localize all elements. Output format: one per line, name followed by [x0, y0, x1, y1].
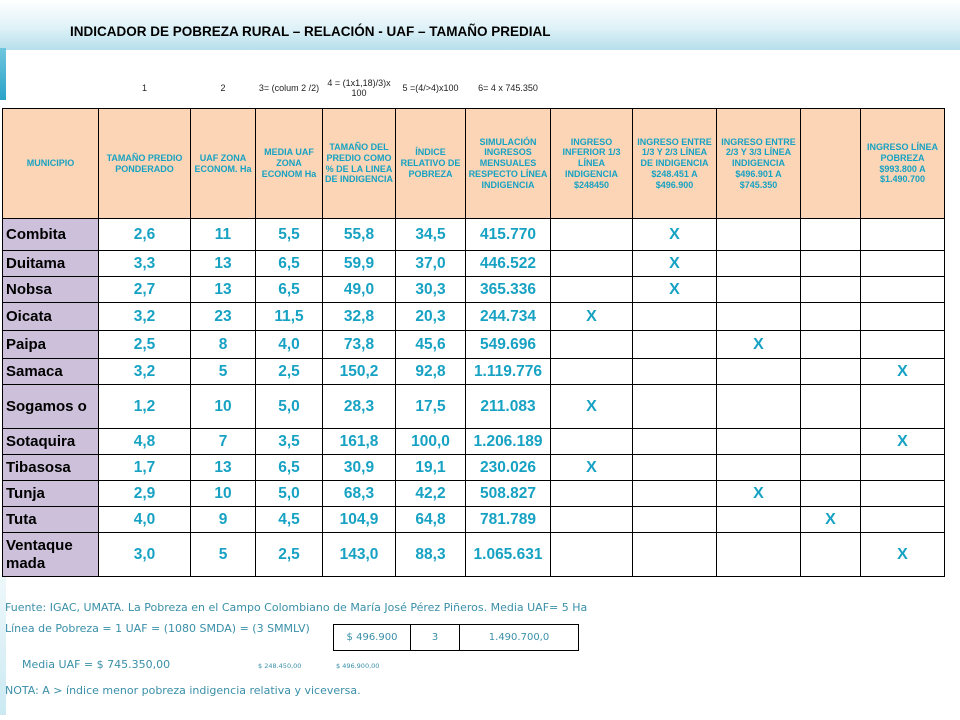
uaf-zona-cell: 9	[191, 507, 256, 533]
indice-cell: 64,8	[396, 507, 466, 533]
table-row	[3, 385, 945, 429]
colnum-cell: 1	[141, 82, 147, 93]
mark-cell	[861, 219, 945, 251]
mark-cell	[801, 455, 861, 481]
header-empty	[801, 109, 861, 219]
header-ingreso-pobreza: INGRESO LÍNEA POBREZA $993.800 A $1.490.700	[861, 109, 945, 219]
mark-cell	[633, 429, 717, 455]
nota: NOTA: A > índice menor pobreza indigencia relativa y viceversa.	[5, 684, 361, 697]
municipio-cell: Samaca	[3, 359, 99, 385]
mark-cell	[717, 277, 801, 303]
media-uaf-cell: 3,5	[256, 429, 323, 455]
mark-cell	[801, 533, 861, 577]
mark-cell	[861, 455, 945, 481]
mark-cell	[551, 331, 633, 359]
media-uaf-cell: 2,5	[256, 359, 323, 385]
summary-cell: 3	[411, 625, 460, 651]
media-uaf-cell: 6,5	[256, 251, 323, 277]
tamano-predio-cell: 3,2	[99, 303, 191, 331]
mark-cell	[861, 331, 945, 359]
table-row	[3, 303, 945, 331]
municipio-cell: Tuta	[3, 507, 99, 533]
media-uaf-cell: 6,5	[256, 277, 323, 303]
mark-cell: X	[551, 303, 633, 331]
municipio-cell: Nobsa	[3, 277, 99, 303]
tamano-predio-cell: 3,3	[99, 251, 191, 277]
mark-cell: X	[633, 251, 717, 277]
mark-cell	[633, 455, 717, 481]
simulacion-cell: 1.206.189	[466, 429, 551, 455]
simulacion-cell: 1.119.776	[466, 359, 551, 385]
summary-table	[333, 624, 579, 651]
simulacion-cell: 230.026	[466, 455, 551, 481]
table-row	[3, 533, 945, 577]
colnum-cell	[3, 68, 99, 109]
mark-cell	[551, 533, 633, 577]
media-uaf-cell: 4,0	[256, 331, 323, 359]
tamano-predio-cell: 4,8	[99, 429, 191, 455]
media-uaf-cell: 2,5	[256, 533, 323, 577]
colnum-cell	[717, 68, 801, 109]
mark-cell	[717, 533, 801, 577]
table-row	[3, 429, 945, 455]
header-tamano-predio: TAMAÑO PREDIO PONDERADO	[99, 109, 191, 219]
uaf-zona-cell: 11	[191, 219, 256, 251]
mark-cell	[717, 303, 801, 331]
tamano-pct-cell: 150,2	[323, 359, 396, 385]
simulacion-cell: 508.827	[466, 481, 551, 507]
mark-cell	[717, 219, 801, 251]
tamano-predio-cell: 1,7	[99, 455, 191, 481]
tamano-pct-cell: 49,0	[323, 277, 396, 303]
mark-cell	[801, 385, 861, 429]
tamano-pct-cell: 73,8	[323, 331, 396, 359]
media-uaf-cell: 5,0	[256, 385, 323, 429]
municipio-cell: Sotaquira	[3, 429, 99, 455]
mark-cell	[551, 219, 633, 251]
simulacion-cell: 781.789	[466, 507, 551, 533]
media-uaf-cell: 6,5	[256, 455, 323, 481]
mark-cell	[801, 219, 861, 251]
mark-cell	[861, 481, 945, 507]
mark-cell	[801, 481, 861, 507]
media-uaf-cell: 5,0	[256, 481, 323, 507]
table-row	[3, 507, 945, 533]
mark-cell: X	[633, 277, 717, 303]
indice-cell: 45,6	[396, 331, 466, 359]
mark-cell	[801, 429, 861, 455]
mark-cell	[861, 303, 945, 331]
mark-cell	[551, 359, 633, 385]
header-ingreso-2-3-3-3: INGRESO ENTRE 2/3 Y 3/3 LÍNEA INDIGENCIA $496.901 A $745.350	[717, 109, 801, 219]
media-uaf-cell: 5,5	[256, 219, 323, 251]
column-number-row	[3, 68, 945, 109]
mark-cell	[717, 359, 801, 385]
header-indice-relativo: ÍNDICE RELATIVO DE POBREZA	[396, 109, 466, 219]
simulacion-cell: 244.734	[466, 303, 551, 331]
header-ingreso-inferior: INGRESO INFERIOR 1/3 LÍNEA INDIGENCIA $248450	[551, 109, 633, 219]
uaf-zona-cell: 13	[191, 455, 256, 481]
indice-cell: 88,3	[396, 533, 466, 577]
mark-cell	[551, 429, 633, 455]
municipio-cell: Tibasosa	[3, 455, 99, 481]
mark-cell: X	[801, 507, 861, 533]
mark-cell: X	[861, 429, 945, 455]
uaf-zona-cell: 5	[191, 533, 256, 577]
municipio-cell: Duitama	[3, 251, 99, 277]
mark-cell	[551, 251, 633, 277]
tamano-predio-cell: 2,5	[99, 331, 191, 359]
poverty-line-note: Línea de Pobreza = 1 UAF = (1080 SMDA) = (3 SMMLV)	[5, 622, 310, 635]
uaf-zona-cell: 5	[191, 359, 256, 385]
header-ingreso-1-3-2-3: INGRESO ENTRE 1/3 Y 2/3 LÍNEA DE INDIGENCIA $248.451 A $496.900	[633, 109, 717, 219]
municipio-cell: Ventaque mada	[3, 533, 99, 577]
mark-cell	[717, 385, 801, 429]
mark-cell	[633, 303, 717, 331]
header-simulacion: SIMULACIÓN INGRESOS MENSUALES RESPECTO LÍNEA INDIGENCIA	[466, 109, 551, 219]
mark-cell: X	[633, 219, 717, 251]
mark-cell	[801, 359, 861, 385]
tamano-pct-cell: 68,3	[323, 481, 396, 507]
municipio-cell: Oicata	[3, 303, 99, 331]
mark-cell	[717, 507, 801, 533]
mark-cell	[551, 481, 633, 507]
tamano-pct-cell: 32,8	[323, 303, 396, 331]
mark-cell	[861, 385, 945, 429]
simulacion-cell: 1.065.631	[466, 533, 551, 577]
tamano-predio-cell: 4,0	[99, 507, 191, 533]
mark-cell	[801, 277, 861, 303]
simulacion-cell: 365.336	[466, 277, 551, 303]
media-uaf-cell: 11,5	[256, 303, 323, 331]
uaf-zona-cell: 7	[191, 429, 256, 455]
poverty-table	[2, 68, 945, 577]
tamano-predio-cell: 3,2	[99, 359, 191, 385]
indice-cell: 42,2	[396, 481, 466, 507]
source-note: Fuente: IGAC, UMATA. La Pobreza en el Campo Colombiano de María José Pérez Piñeros. Media UAF= 5 Ha	[5, 601, 588, 614]
mark-cell	[861, 251, 945, 277]
municipio-cell: Combita	[3, 219, 99, 251]
uaf-zona-cell: 10	[191, 385, 256, 429]
table-row	[3, 251, 945, 277]
table-row	[3, 331, 945, 359]
header-tamano-pct: TAMAÑO DEL PREDIO COMO % DE LA LINEA DE INDIGENCIA	[323, 109, 396, 219]
tamano-pct-cell: 30,9	[323, 455, 396, 481]
tamano-predio-cell: 2,6	[99, 219, 191, 251]
indice-cell: 100,0	[396, 429, 466, 455]
simulacion-cell: 549.696	[466, 331, 551, 359]
colnum-cell: 3= (colum 2 /2)	[258, 82, 320, 93]
table-row	[3, 481, 945, 507]
tamano-predio-cell: 2,7	[99, 277, 191, 303]
media-uaf-note: Media UAF = $ 745.350,00	[22, 658, 171, 671]
mark-cell	[801, 251, 861, 277]
colnum-cell: 4 = (1x1,18)/3)x 100	[327, 77, 391, 98]
mark-cell	[633, 507, 717, 533]
tamano-pct-cell: 143,0	[323, 533, 396, 577]
mark-cell: X	[551, 385, 633, 429]
tamano-pct-cell: 104,9	[323, 507, 396, 533]
indice-cell: 37,0	[396, 251, 466, 277]
header-municipio: MUNICIPIO	[3, 109, 99, 219]
mark-cell: X	[551, 455, 633, 481]
table-row	[3, 219, 945, 251]
mark-cell: X	[861, 533, 945, 577]
municipio-cell: Paipa	[3, 331, 99, 359]
tamano-predio-cell: 2,9	[99, 481, 191, 507]
tamano-pct-cell: 28,3	[323, 385, 396, 429]
mark-cell	[633, 359, 717, 385]
media-uaf-cell: 4,5	[256, 507, 323, 533]
mark-cell	[551, 507, 633, 533]
mark-cell	[633, 533, 717, 577]
simulacion-cell: 415.770	[466, 219, 551, 251]
colnum-cell	[861, 68, 945, 109]
municipio-cell: Tunja	[3, 481, 99, 507]
mark-cell	[801, 331, 861, 359]
municipio-cell: Sogamos o	[3, 385, 99, 429]
mark-cell	[633, 481, 717, 507]
simulacion-cell: 446.522	[466, 251, 551, 277]
table-row	[3, 359, 945, 385]
uaf-zona-cell: 23	[191, 303, 256, 331]
indice-cell: 19,1	[396, 455, 466, 481]
tamano-predio-cell: 1,2	[99, 385, 191, 429]
mark-cell: X	[861, 359, 945, 385]
uaf-zona-cell: 8	[191, 331, 256, 359]
indice-cell: 17,5	[396, 385, 466, 429]
indice-cell: 92,8	[396, 359, 466, 385]
mark-cell	[717, 251, 801, 277]
indice-cell: 34,5	[396, 219, 466, 251]
mark-cell	[717, 455, 801, 481]
tamano-predio-cell: 3,0	[99, 533, 191, 577]
mark-cell: X	[717, 331, 801, 359]
table-row	[3, 455, 945, 481]
colnum-cell: 5 =(4/>4)x100	[402, 82, 459, 93]
summary-cell: 1.490.700,0	[460, 625, 579, 651]
mark-cell	[633, 331, 717, 359]
amount-2: $ 496.900,00	[336, 662, 380, 670]
tamano-pct-cell: 161,8	[323, 429, 396, 455]
colnum-cell: 6= 4 x 745.350	[478, 82, 538, 93]
summary-row	[334, 625, 579, 651]
simulacion-cell: 211.083	[466, 385, 551, 429]
header-media-uaf: MEDIA UAF ZONA ECONOM Ha	[256, 109, 323, 219]
mark-cell	[861, 277, 945, 303]
uaf-zona-cell: 13	[191, 251, 256, 277]
table-row	[3, 277, 945, 303]
mark-cell	[717, 429, 801, 455]
mark-cell	[633, 385, 717, 429]
colnum-cell	[801, 68, 861, 109]
summary-cell: $ 496.900	[334, 625, 411, 651]
page-title: INDICADOR DE POBREZA RURAL – RELACIÓN - UAF – TAMAÑO PREDIAL	[70, 24, 551, 39]
amount-1: $ 248.450,00	[258, 662, 302, 670]
colnum-cell	[551, 68, 633, 109]
colnum-cell	[633, 68, 717, 109]
uaf-zona-cell: 10	[191, 481, 256, 507]
mark-cell	[551, 277, 633, 303]
header-uaf-zona: UAF ZONA ECONOM. Ha	[191, 109, 256, 219]
mark-cell: X	[717, 481, 801, 507]
header-row	[3, 109, 945, 219]
mark-cell	[801, 303, 861, 331]
tamano-pct-cell: 55,8	[323, 219, 396, 251]
indice-cell: 20,3	[396, 303, 466, 331]
colnum-cell: 2	[220, 82, 226, 93]
indice-cell: 30,3	[396, 277, 466, 303]
uaf-zona-cell: 13	[191, 277, 256, 303]
mark-cell	[861, 507, 945, 533]
tamano-pct-cell: 59,9	[323, 251, 396, 277]
